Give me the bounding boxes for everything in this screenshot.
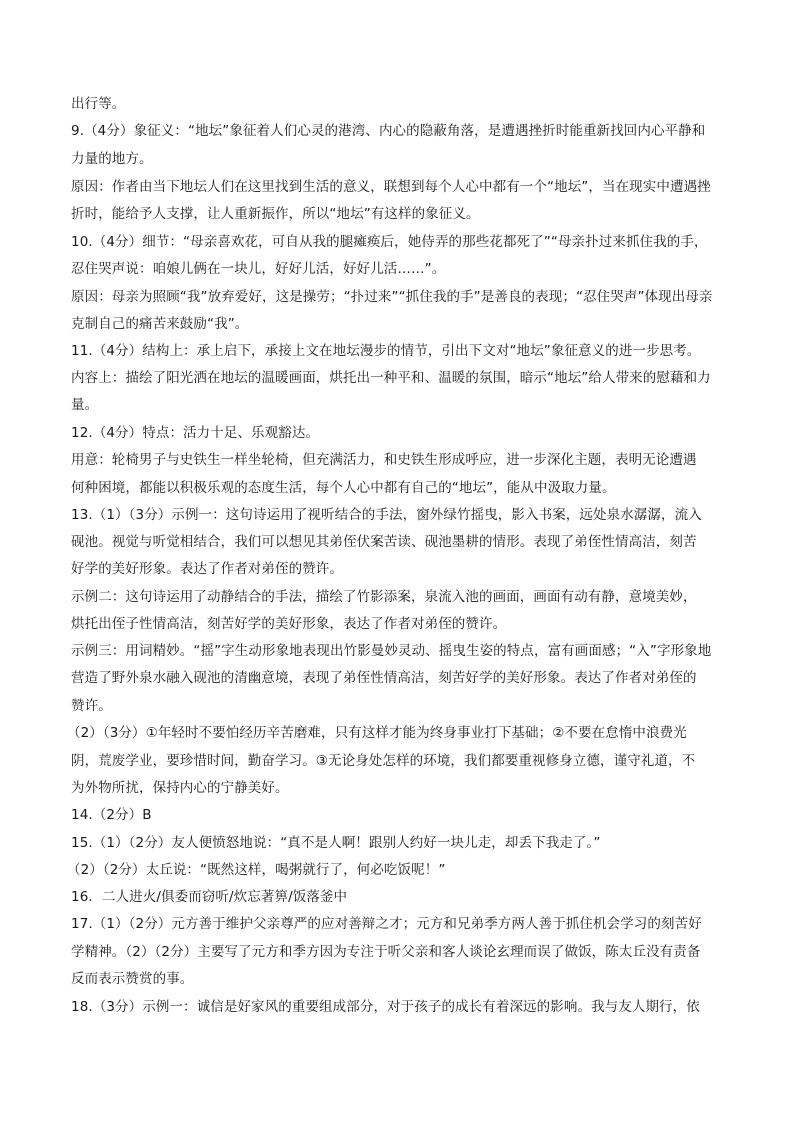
text-line: 11.（4分）结构上：承上启下，承接上文在地坛漫步的情节，引出下文对“地坛”象征意义的进一步思考。 <box>71 343 701 359</box>
text-line: 16．二人进火/俱委而窃听/炊忘著箅/饭落釜中 <box>71 889 348 905</box>
text-line: 原因：作者由当下地坛人们在这里找到生活的意义，联想到每个人心中都有一个“地坛”，当在现实中遭遇挫 <box>71 179 711 195</box>
text-line: （2）（3分）①年轻时不要怕经历辛苦磨难，只有这样才能为终身事业打下基础；②不要在怠惰中浪费光 <box>67 725 687 741</box>
text-line: 忍住哭声说：咱娘儿俩在一块儿，好好儿活，好好儿活……”。 <box>71 261 446 277</box>
text-line: 学精神。（2）（2分）主要写了元方和季方因为专注于听父亲和客人谈论玄理而误了做饭，陈太丘没有责备 <box>71 944 701 960</box>
text-line: 10.（4分）细节：“母亲喜欢花，可自从我的腿瘫痪后，她侍弄的那些花都死了”“母亲扑过来抓住我的手， <box>71 234 708 250</box>
text-line: 何种困境，都能以积极乐观的态度生活，每个人心中都有自己的“地坛”，能从中汲取力量。 <box>71 480 616 496</box>
text-line: 示例二：这句诗运用了动静结合的手法，描绘了竹影添案，泉流入池的画面，画面有动有静，意境美妙， <box>71 589 697 605</box>
text-line: 用意：轮椅男子与史铁生一样坐轮椅，但充满活力，和史铁生形成呼应，进一步深化主题，表明无论遭遇 <box>71 452 697 468</box>
text-line: 12.（4分）特点：活力十足、乐观豁达。 <box>71 425 320 441</box>
text-line: 17.（1）（2分）元方善于维护父亲尊严的应对善辩之才；元方和兄弟季方两人善于抓住机会学习的刻苦好 <box>71 916 702 932</box>
text-line: 14.（2分）B <box>71 807 152 823</box>
text-line: 反而表示赞赏的事。 <box>71 971 194 987</box>
text-line: 克制自己的痛苦来鼓励“我”。 <box>71 316 249 332</box>
text-line: 砚池。视觉与听觉相结合，我们可以想见其弟侄伏案苦读、砚池墨耕的情形。表现了弟侄性情高洁，刻苦 <box>71 534 697 550</box>
text-line: 营造了野外泉水融入砚池的清幽意境，表现了弟侄性情高洁，刻苦好学的美好形象。表达了作者对弟侄的 <box>71 670 697 686</box>
text-line: 13.（1）（3分）示例一：这句诗运用了视听结合的手法，窗外绿竹摇曳，影入书案，远处泉水潺潺，流入 <box>71 507 702 523</box>
text-line: 9.（4分）象征义：“地坛”象征着人们心灵的港湾、内心的隐蔽角落，是遭遇挫折时能重新找回内心平静和 <box>71 123 706 139</box>
text-line: 原因：母亲为照顾“我”放弃爱好，这是操劳；“扑过来”“抓住我的手”是善良的表现；“忍住哭声”体现出母亲 <box>71 289 713 305</box>
text-line: 为外物所扰，保持内心的宁静美好。 <box>71 780 289 796</box>
text-line: 量。 <box>71 397 99 413</box>
text-line: 折时，能给予人支撑，让人重新振作，所以“地坛”有这样的象征义。 <box>71 206 480 222</box>
text-line: 烘托出侄子性情高洁，刻苦好学的美好形象，表达了作者对弟侄的赞许。 <box>71 616 507 632</box>
text-line: 示例三：用词精妙。“摇”字生动形象地表现出竹影曼妙灵动、摇曳生姿的特点，富有画面感；“入”字形象地 <box>71 643 712 659</box>
text-line: （2）（2分）太丘说：“既然这样，喝粥就行了，何必吃饭呢！” <box>67 862 446 878</box>
text-line: 出行等。 <box>71 96 126 112</box>
text-line: 好学的美好形象。表达了作者对弟侄的赞许。 <box>71 561 343 577</box>
text-line: 18.（3分）示例一：诚信是好家风的重要组成部分，对于孩子的成长有着深远的影响。我与友人期行，依 <box>71 999 700 1015</box>
text-line: 内容上：描绘了阳光洒在地坛的温暖画面，烘托出一种平和、温暖的氛围，暗示“地坛”给人带来的慰藉和力 <box>71 370 711 386</box>
text-line: 15.（1）（2分）友人便愤怒地说：“真不是人啊！跟别人约好一块儿走，却丢下我走了。” <box>71 835 601 851</box>
text-line: 阴，荒废学业，要珍惜时间，勤奋学习。③无论身处怎样的环境，我们都要重视修身立德，谨守礼道，不 <box>71 753 696 769</box>
text-line: 赞许。 <box>71 698 112 714</box>
text-line: 力量的地方。 <box>71 151 153 167</box>
